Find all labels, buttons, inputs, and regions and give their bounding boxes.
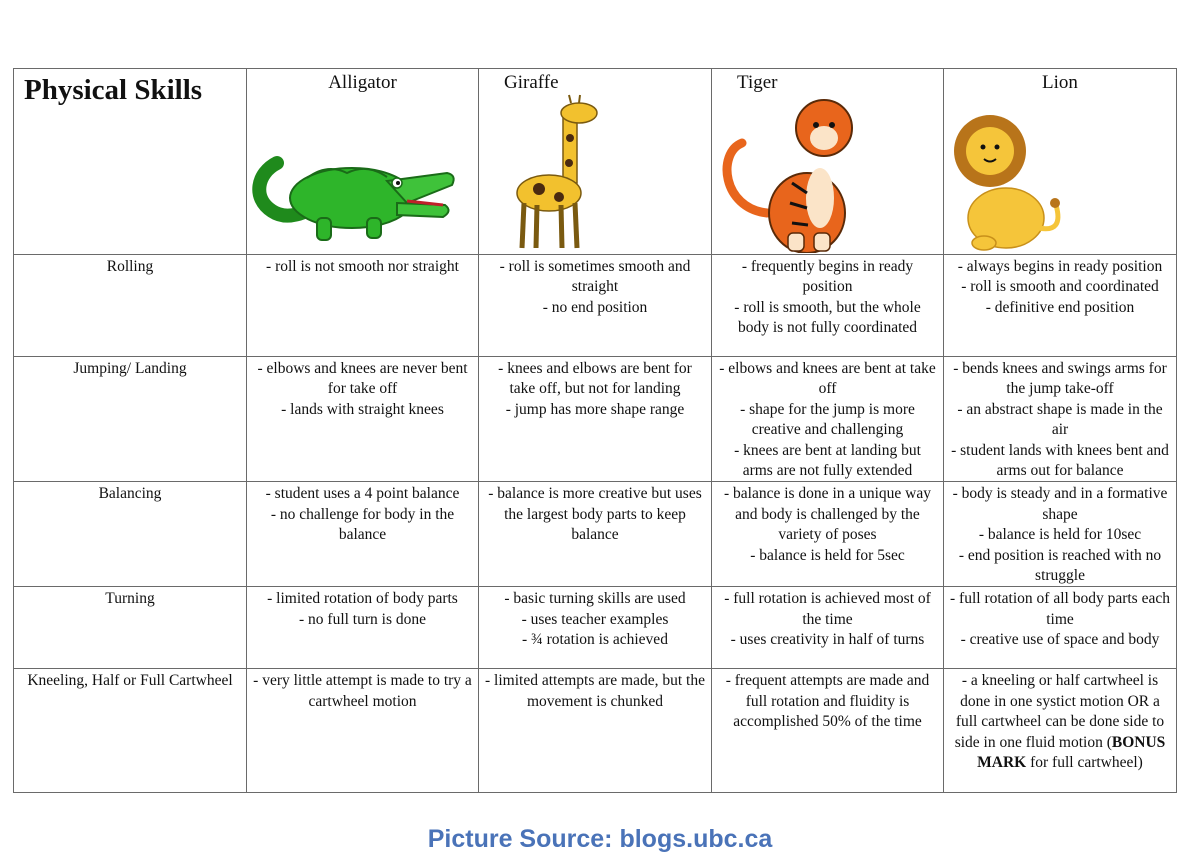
jumping-giraffe-cell: - knees and elbows are bent for take off, but not for landing - jump has more shape range — [479, 357, 712, 482]
picture-source-caption: Picture Source: blogs.ubc.ca — [427, 825, 773, 853]
rolling-giraffe-cell: - roll is sometimes smooth and straight - no end position — [479, 255, 712, 357]
cartwheel-lion-cell: - a kneeling or half cartwheel is done in one systict motion OR a full cartwheel can be done side to side in one fluid motion (BONUS MARK for full cartwheel) — [944, 669, 1177, 793]
column-title-giraffe: Giraffe — [504, 72, 559, 93]
table-row — [14, 482, 1177, 587]
jumping-tiger-cell: - elbows and knees are bent at take off - shape for the jump is more creative and challenging - knees are bent at landing but arms are not fully extended — [712, 357, 944, 482]
jumping-alligator-cell: - elbows and knees are never bent for take off - lands with straight knees — [247, 357, 479, 482]
table-row — [14, 669, 1177, 793]
criterion-jumping: Jumping/ Landing — [14, 357, 247, 482]
skills-rubric-table — [13, 68, 1177, 793]
criterion-rolling: Rolling — [14, 255, 247, 357]
criterion-cartwheel: Kneeling, Half or Full Cartwheel — [14, 669, 247, 793]
table-row — [14, 255, 1177, 357]
giraffe-header — [479, 69, 712, 255]
header-row — [14, 69, 1177, 255]
cartwheel-giraffe-cell: - limited attempts are made, but the movement is chunked — [479, 669, 712, 793]
tiger-illustration — [712, 93, 944, 253]
turning-lion-cell: - full rotation of all body parts each time - creative use of space and body — [944, 587, 1177, 669]
column-title-alligator: Alligator — [328, 72, 397, 93]
balancing-giraffe-cell: - balance is more creative but uses the largest body parts to keep balance — [479, 482, 712, 587]
column-title-tiger: Tiger — [737, 72, 778, 93]
balancing-lion-cell: - body is steady and in a formative shape - balance is held for 10sec - end position is reached with no struggle — [944, 482, 1177, 587]
giraffe-illustration — [479, 93, 711, 253]
jumping-lion-cell: - bends knees and swings arms for the jump take-off - an abstract shape is made in the air - student lands with knees bent and arms out for balance — [944, 357, 1177, 482]
lion-illustration — [944, 93, 1176, 253]
column-title-lion: Lion — [1042, 72, 1078, 93]
turning-alligator-cell: - limited rotation of body parts - no full turn is done — [247, 587, 479, 669]
rolling-alligator-cell: - roll is not smooth nor straight — [247, 255, 479, 357]
table-title: Physical Skills — [24, 74, 203, 106]
table-row — [14, 587, 1177, 669]
lion-header — [944, 69, 1177, 255]
turning-giraffe-cell: - basic turning skills are used - uses teacher examples - ¾ rotation is achieved — [479, 587, 712, 669]
alligator-header — [247, 69, 479, 255]
cartwheel-alligator-cell: - very little attempt is made to try a cartwheel motion — [247, 669, 479, 793]
rolling-lion-cell: - always begins in ready position - roll is smooth and coordinated - definitive end position — [944, 255, 1177, 357]
tiger-header — [712, 69, 944, 255]
rolling-tiger-cell: - frequently begins in ready position - roll is smooth, but the whole body is not fully coordinated — [712, 255, 944, 357]
alligator-illustration — [247, 93, 479, 253]
turning-tiger-cell: - full rotation is achieved most of the time - uses creativity in half of turns — [712, 587, 944, 669]
title-cell — [14, 69, 247, 255]
balancing-alligator-cell: - student uses a 4 point balance - no challenge for body in the balance — [247, 482, 479, 587]
balancing-tiger-cell: - balance is done in a unique way and body is challenged by the variety of poses - balance is held for 5sec — [712, 482, 944, 587]
criterion-balancing: Balancing — [14, 482, 247, 587]
cartwheel-tiger-cell: - frequent attempts are made and full rotation and fluidity is accomplished 50% of the time — [712, 669, 944, 793]
table-row — [14, 357, 1177, 482]
bonus-mark-text: BONUS MARK — [977, 733, 1166, 772]
criterion-turning: Turning — [14, 587, 247, 669]
